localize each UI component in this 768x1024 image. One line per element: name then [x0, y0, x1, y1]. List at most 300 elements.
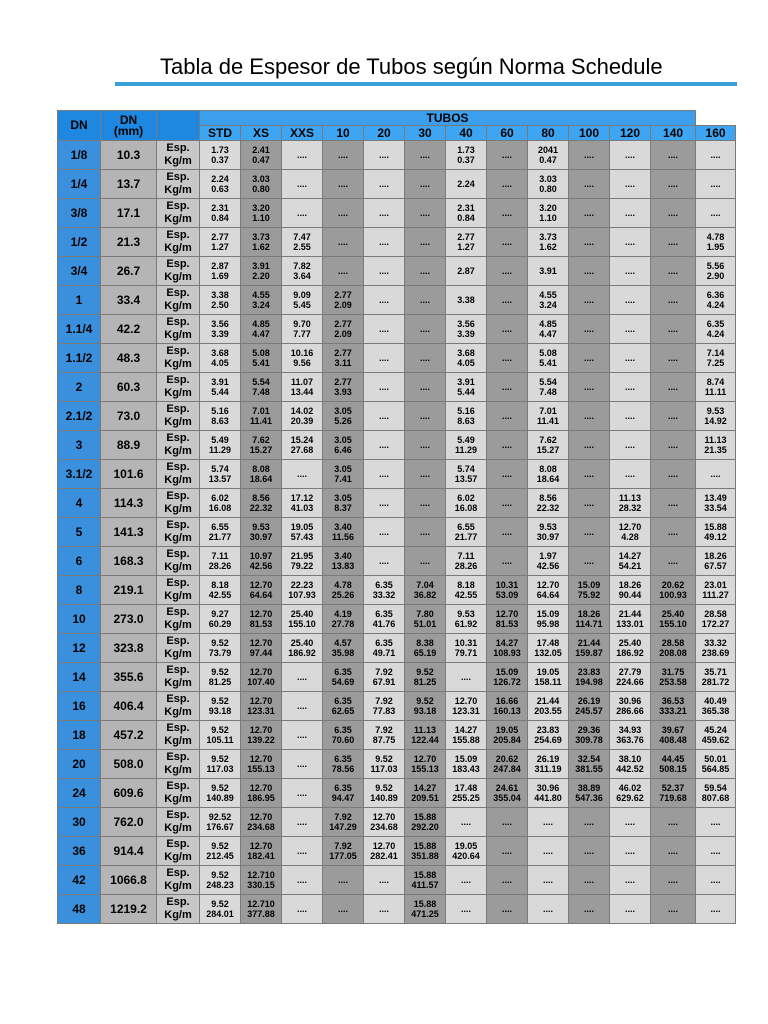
value-cell: ....	[610, 170, 651, 199]
value-cell: 3.05 6.46	[323, 431, 364, 460]
value-cell: 5.08 5.41	[528, 344, 569, 373]
unit-label-cell: Esp. Kg/m	[157, 866, 200, 895]
value-cell: ....	[569, 837, 610, 866]
unit-label-cell: Esp. Kg/m	[157, 228, 200, 257]
dn-mm-cell: 114.3	[101, 489, 157, 518]
header-dn: DN	[58, 111, 101, 141]
value-cell: ....	[405, 489, 446, 518]
value-cell: 9.52 105.11	[200, 721, 241, 750]
dn-mm-cell: 10.3	[101, 141, 157, 170]
value-cell: ....	[696, 141, 736, 170]
value-cell: ....	[446, 895, 487, 924]
unit-label-cell: Esp. Kg/m	[157, 605, 200, 634]
value-cell: ....	[696, 866, 736, 895]
table-row	[58, 199, 736, 228]
value-cell: 7.01 11.41	[528, 402, 569, 431]
value-cell: ....	[610, 199, 651, 228]
dn-mm-cell: 21.3	[101, 228, 157, 257]
value-cell: ....	[651, 431, 696, 460]
value-cell: 15.88 351.88	[405, 837, 446, 866]
dn-mm-cell: 219.1	[101, 576, 157, 605]
dn-cell: 1.1/4	[58, 315, 101, 344]
value-cell: ....	[282, 895, 323, 924]
value-cell: 35.71 281.72	[696, 663, 736, 692]
value-cell: 15.09 95.98	[528, 605, 569, 634]
value-cell: 2.87 1.69	[200, 257, 241, 286]
value-cell: ....	[487, 402, 528, 431]
unit-label-cell: Esp. Kg/m	[157, 489, 200, 518]
value-cell: 14.02 20.39	[282, 402, 323, 431]
value-cell: ....	[569, 373, 610, 402]
value-cell: ....	[651, 402, 696, 431]
value-cell: ....	[487, 547, 528, 576]
schedule-header: 100	[569, 126, 610, 141]
value-cell: 38.89 547.36	[569, 779, 610, 808]
value-cell: 17.48 132.05	[528, 634, 569, 663]
value-cell: ....	[282, 750, 323, 779]
value-cell: 9.53 30.97	[528, 518, 569, 547]
value-cell: 7.01 11.41	[241, 402, 282, 431]
value-cell: ....	[487, 460, 528, 489]
value-cell: ....	[364, 489, 405, 518]
value-cell: 15.09 183.43	[446, 750, 487, 779]
value-cell: 26.19 245.57	[569, 692, 610, 721]
value-cell: 15.88 292.20	[405, 808, 446, 837]
value-cell: ....	[487, 141, 528, 170]
value-cell: ....	[282, 460, 323, 489]
value-cell: ....	[405, 257, 446, 286]
dn-mm-cell: 914.4	[101, 837, 157, 866]
table-row	[58, 837, 736, 866]
dn-cell: 2	[58, 373, 101, 402]
table-row	[58, 431, 736, 460]
value-cell: 13.49 33.54	[696, 489, 736, 518]
value-cell: ....	[405, 373, 446, 402]
value-cell: ....	[487, 866, 528, 895]
value-cell: 17.48 255.25	[446, 779, 487, 808]
schedule-header: XXS	[282, 126, 323, 141]
value-cell: ....	[405, 460, 446, 489]
value-cell: ....	[610, 141, 651, 170]
value-cell: ....	[282, 837, 323, 866]
value-cell: ....	[569, 866, 610, 895]
value-cell: 2.77 3.93	[323, 373, 364, 402]
value-cell: ....	[323, 199, 364, 228]
table-row	[58, 663, 736, 692]
value-cell: 3.56 3.39	[200, 315, 241, 344]
table-row	[58, 257, 736, 286]
table-row	[58, 605, 736, 634]
value-cell: 18.26 67.57	[696, 547, 736, 576]
value-cell: 9.52 81.25	[200, 663, 241, 692]
value-cell: 52.37 719.68	[651, 779, 696, 808]
value-cell: ....	[364, 518, 405, 547]
value-cell: ....	[282, 808, 323, 837]
value-cell: ....	[528, 866, 569, 895]
value-cell: 3.05 8.37	[323, 489, 364, 518]
value-cell: 12.70 182.41	[241, 837, 282, 866]
value-cell: ....	[282, 663, 323, 692]
value-cell: 3.20 1.10	[528, 199, 569, 228]
value-cell: 12.70 234.68	[364, 808, 405, 837]
value-cell: ....	[651, 257, 696, 286]
value-cell: ....	[364, 402, 405, 431]
unit-label-cell: Esp. Kg/m	[157, 373, 200, 402]
table-row	[58, 750, 736, 779]
dn-cell: 8	[58, 576, 101, 605]
dn-cell: 1/2	[58, 228, 101, 257]
value-cell: ....	[487, 286, 528, 315]
value-cell: ....	[364, 286, 405, 315]
value-cell: ....	[610, 286, 651, 315]
value-cell: ....	[569, 199, 610, 228]
value-cell: 44.45 508.15	[651, 750, 696, 779]
value-cell: 6.35 49.71	[364, 634, 405, 663]
value-cell: 2.77 2.09	[323, 315, 364, 344]
value-cell: 9.09 5.45	[282, 286, 323, 315]
value-cell: 12.710 377.88	[241, 895, 282, 924]
table-row	[58, 779, 736, 808]
value-cell: 3.91	[528, 257, 569, 286]
value-cell: ....	[487, 373, 528, 402]
value-cell: 3.05 5.26	[323, 402, 364, 431]
value-cell: 36.53 333.21	[651, 692, 696, 721]
value-cell: 15.24 27.68	[282, 431, 323, 460]
value-cell: ....	[569, 141, 610, 170]
value-cell: 6.35 94.47	[323, 779, 364, 808]
value-cell: ....	[610, 373, 651, 402]
value-cell: 6.55 21.77	[446, 518, 487, 547]
value-cell: 4.78 25.26	[323, 576, 364, 605]
value-cell: 16.66 160.13	[487, 692, 528, 721]
value-cell: ....	[364, 373, 405, 402]
value-cell: ....	[651, 286, 696, 315]
value-cell: ....	[487, 489, 528, 518]
value-cell: 17.12 41.03	[282, 489, 323, 518]
value-cell: ....	[696, 170, 736, 199]
value-cell: 7.92 87.75	[364, 721, 405, 750]
table-row	[58, 489, 736, 518]
schedule-header: 160	[696, 126, 736, 141]
value-cell: 8.18 42.55	[446, 576, 487, 605]
value-cell: ....	[364, 895, 405, 924]
value-cell: 3.68 4.05	[446, 344, 487, 373]
value-cell: 12.70 81.53	[487, 605, 528, 634]
value-cell: 15.09 126.72	[487, 663, 528, 692]
value-cell: ....	[569, 402, 610, 431]
value-cell: 9.52 81.25	[405, 663, 446, 692]
dn-cell: 18	[58, 721, 101, 750]
unit-label-cell: Esp. Kg/m	[157, 402, 200, 431]
schedule-header: XS	[241, 126, 282, 141]
value-cell: 12.70 81.53	[241, 605, 282, 634]
table-row	[58, 634, 736, 663]
value-cell: 5.54 7.48	[528, 373, 569, 402]
value-cell: ....	[696, 460, 736, 489]
value-cell: ....	[282, 199, 323, 228]
value-cell: ....	[528, 837, 569, 866]
value-cell: 11.13 21.35	[696, 431, 736, 460]
value-cell: 2.77 1.27	[446, 228, 487, 257]
value-cell: ....	[651, 837, 696, 866]
value-cell: 6.02 16.08	[200, 489, 241, 518]
value-cell: 10.97 42.56	[241, 547, 282, 576]
value-cell: 2.41 0.47	[241, 141, 282, 170]
value-cell: ....	[323, 895, 364, 924]
value-cell: ....	[323, 866, 364, 895]
unit-label-cell: Esp. Kg/m	[157, 199, 200, 228]
value-cell: 12.70 123.31	[446, 692, 487, 721]
value-cell: 3.03 0.80	[528, 170, 569, 199]
value-cell: 12.70 64.64	[528, 576, 569, 605]
value-cell: 12.70 234.68	[241, 808, 282, 837]
value-cell: 2.24	[446, 170, 487, 199]
table-row	[58, 547, 736, 576]
value-cell: ....	[610, 344, 651, 373]
dn-cell: 16	[58, 692, 101, 721]
value-cell: 7.04 36.82	[405, 576, 446, 605]
value-cell: ....	[610, 837, 651, 866]
value-cell: ....	[696, 199, 736, 228]
dn-mm-cell: 73.0	[101, 402, 157, 431]
value-cell: 12.70 282.41	[364, 837, 405, 866]
value-cell: ....	[651, 315, 696, 344]
value-cell: ....	[364, 228, 405, 257]
table-row	[58, 808, 736, 837]
value-cell: 21.44 159.87	[569, 634, 610, 663]
dn-cell: 1.1/2	[58, 344, 101, 373]
value-cell: 12.70 123.31	[241, 692, 282, 721]
value-cell: ....	[323, 257, 364, 286]
value-cell: 3.91 5.44	[446, 373, 487, 402]
table-row	[58, 895, 736, 924]
value-cell: 3.40 13.83	[323, 547, 364, 576]
value-cell: 10.16 9.56	[282, 344, 323, 373]
title-underline	[115, 82, 737, 86]
value-cell: 11.13 122.44	[405, 721, 446, 750]
value-cell: 7.80 51.01	[405, 605, 446, 634]
value-cell: 6.35 62.65	[323, 692, 364, 721]
value-cell: 4.78 1.95	[696, 228, 736, 257]
value-cell: 59.54 807.68	[696, 779, 736, 808]
table-row	[58, 402, 736, 431]
value-cell: 21.44 203.55	[528, 692, 569, 721]
value-cell: 19.05 420.64	[446, 837, 487, 866]
value-cell: 7.92 147.29	[323, 808, 364, 837]
header-blank	[157, 111, 200, 141]
value-cell: 25.40 155.10	[282, 605, 323, 634]
value-cell: 23.83 194.98	[569, 663, 610, 692]
value-cell: 23.83 254.69	[528, 721, 569, 750]
value-cell: 7.92 67.91	[364, 663, 405, 692]
value-cell: ....	[282, 692, 323, 721]
value-cell: ....	[364, 460, 405, 489]
unit-label-cell: Esp. Kg/m	[157, 634, 200, 663]
value-cell: 6.35 78.56	[323, 750, 364, 779]
value-cell: ....	[528, 808, 569, 837]
value-cell: 3.91 5.44	[200, 373, 241, 402]
value-cell: 9.52 140.89	[200, 779, 241, 808]
value-cell: ....	[282, 866, 323, 895]
value-cell: 9.52 73.79	[200, 634, 241, 663]
value-cell: ....	[610, 895, 651, 924]
schedule-table	[57, 110, 736, 924]
value-cell: 15.09 75.92	[569, 576, 610, 605]
value-cell: 29.36 309.78	[569, 721, 610, 750]
value-cell: ....	[405, 170, 446, 199]
dn-mm-cell: 273.0	[101, 605, 157, 634]
value-cell: 26.19 311.19	[528, 750, 569, 779]
value-cell: 32.54 381.55	[569, 750, 610, 779]
value-cell: 15.88 49.12	[696, 518, 736, 547]
schedule-header: 60	[487, 126, 528, 141]
value-cell: 20.62 100.93	[651, 576, 696, 605]
dn-cell: 12	[58, 634, 101, 663]
value-cell: 5.74 13.57	[446, 460, 487, 489]
value-cell: ....	[405, 402, 446, 431]
unit-label-cell: Esp. Kg/m	[157, 808, 200, 837]
value-cell: 9.52 212.45	[200, 837, 241, 866]
value-cell: 12.70 155.13	[405, 750, 446, 779]
value-cell: ....	[610, 315, 651, 344]
value-cell: 12.70 155.13	[241, 750, 282, 779]
value-cell: 6.35 41.76	[364, 605, 405, 634]
value-cell: ....	[651, 373, 696, 402]
value-cell: 38.10 442.52	[610, 750, 651, 779]
table-row	[58, 576, 736, 605]
value-cell: 9.53 30.97	[241, 518, 282, 547]
value-cell: 2041 0.47	[528, 141, 569, 170]
dn-mm-cell: 33.4	[101, 286, 157, 315]
value-cell: 1.97 42.56	[528, 547, 569, 576]
value-cell: 9.52 117.03	[364, 750, 405, 779]
value-cell: 12.70 64.64	[241, 576, 282, 605]
header-tubos: TUBOS	[200, 111, 696, 126]
dn-mm-cell: 406.4	[101, 692, 157, 721]
value-cell: 19.05 205.84	[487, 721, 528, 750]
value-cell: 3.56 3.39	[446, 315, 487, 344]
value-cell: ....	[405, 141, 446, 170]
dn-cell: 30	[58, 808, 101, 837]
unit-label-cell: Esp. Kg/m	[157, 460, 200, 489]
value-cell: ....	[569, 344, 610, 373]
value-cell: 4.55 3.24	[241, 286, 282, 315]
value-cell: ....	[487, 199, 528, 228]
value-cell: 12.70 139.22	[241, 721, 282, 750]
value-cell: 9.70 7.77	[282, 315, 323, 344]
schedule-header: 140	[651, 126, 696, 141]
value-cell: 9.52 93.18	[405, 692, 446, 721]
value-cell: 21.44 133.01	[610, 605, 651, 634]
table-row	[58, 228, 736, 257]
value-cell: 6.36 4.24	[696, 286, 736, 315]
value-cell: 10.31 53.09	[487, 576, 528, 605]
dn-cell: 20	[58, 750, 101, 779]
value-cell: ....	[364, 141, 405, 170]
value-cell: 4.85 4.47	[528, 315, 569, 344]
value-cell: ....	[651, 547, 696, 576]
dn-cell: 3/4	[58, 257, 101, 286]
value-cell: ....	[651, 489, 696, 518]
value-cell: 5.16 8.63	[446, 402, 487, 431]
value-cell: 2.31 0.84	[446, 199, 487, 228]
value-cell: ....	[487, 808, 528, 837]
unit-label-cell: Esp. Kg/m	[157, 170, 200, 199]
value-cell: 1.73 0.37	[200, 141, 241, 170]
value-cell: 12.70 4.28	[610, 518, 651, 547]
dn-mm-cell: 457.2	[101, 721, 157, 750]
value-cell: 5.56 2.90	[696, 257, 736, 286]
value-cell: 31.75 253.58	[651, 663, 696, 692]
value-cell: 14.27 54.21	[610, 547, 651, 576]
value-cell: 9.52 117.03	[200, 750, 241, 779]
value-cell: 7.92 77.83	[364, 692, 405, 721]
dn-mm-cell: 762.0	[101, 808, 157, 837]
value-cell: 23.01 111.27	[696, 576, 736, 605]
value-cell: 6.02 16.08	[446, 489, 487, 518]
value-cell: ....	[610, 460, 651, 489]
value-cell: 3.73 1.62	[241, 228, 282, 257]
value-cell: 6.35 33.32	[364, 576, 405, 605]
value-cell: ....	[405, 286, 446, 315]
value-cell: 8.56 22.32	[241, 489, 282, 518]
value-cell: 7.62 15.27	[241, 431, 282, 460]
value-cell: ....	[405, 315, 446, 344]
value-cell: ....	[487, 895, 528, 924]
dn-cell: 5	[58, 518, 101, 547]
value-cell: 3.05 7.41	[323, 460, 364, 489]
value-cell: 12.70 97.44	[241, 634, 282, 663]
value-cell: 12.70 107.40	[241, 663, 282, 692]
value-cell: ....	[364, 315, 405, 344]
schedule-header: 40	[446, 126, 487, 141]
value-cell: ....	[323, 170, 364, 199]
value-cell: ....	[569, 895, 610, 924]
value-cell: 5.49 11.29	[446, 431, 487, 460]
value-cell: 9.52 93.18	[200, 692, 241, 721]
value-cell: 25.40 155.10	[651, 605, 696, 634]
dn-mm-cell: 101.6	[101, 460, 157, 489]
dn-mm-cell: 168.3	[101, 547, 157, 576]
value-cell: 3.91 2.20	[241, 257, 282, 286]
value-cell: ....	[569, 460, 610, 489]
value-cell: ....	[610, 866, 651, 895]
unit-label-cell: Esp. Kg/m	[157, 286, 200, 315]
value-cell: 1.73 0.37	[446, 141, 487, 170]
value-cell: ....	[696, 895, 736, 924]
dn-mm-cell: 508.0	[101, 750, 157, 779]
value-cell: 9.53 14.92	[696, 402, 736, 431]
value-cell: 11.13 28.32	[610, 489, 651, 518]
dn-mm-cell: 609.6	[101, 779, 157, 808]
schedule-header: STD	[200, 126, 241, 141]
dn-cell: 24	[58, 779, 101, 808]
table-row	[58, 373, 736, 402]
unit-label-cell: Esp. Kg/m	[157, 431, 200, 460]
unit-label-cell: Esp. Kg/m	[157, 692, 200, 721]
value-cell: ....	[487, 518, 528, 547]
value-cell: ....	[569, 257, 610, 286]
value-cell: ....	[651, 199, 696, 228]
value-cell: ....	[487, 257, 528, 286]
unit-label-cell: Esp. Kg/m	[157, 721, 200, 750]
value-cell: 15.88 471.25	[405, 895, 446, 924]
value-cell: ....	[364, 866, 405, 895]
value-cell: ....	[364, 547, 405, 576]
value-cell: 19.05 57.43	[282, 518, 323, 547]
dn-mm-cell: 42.2	[101, 315, 157, 344]
value-cell: ....	[446, 866, 487, 895]
